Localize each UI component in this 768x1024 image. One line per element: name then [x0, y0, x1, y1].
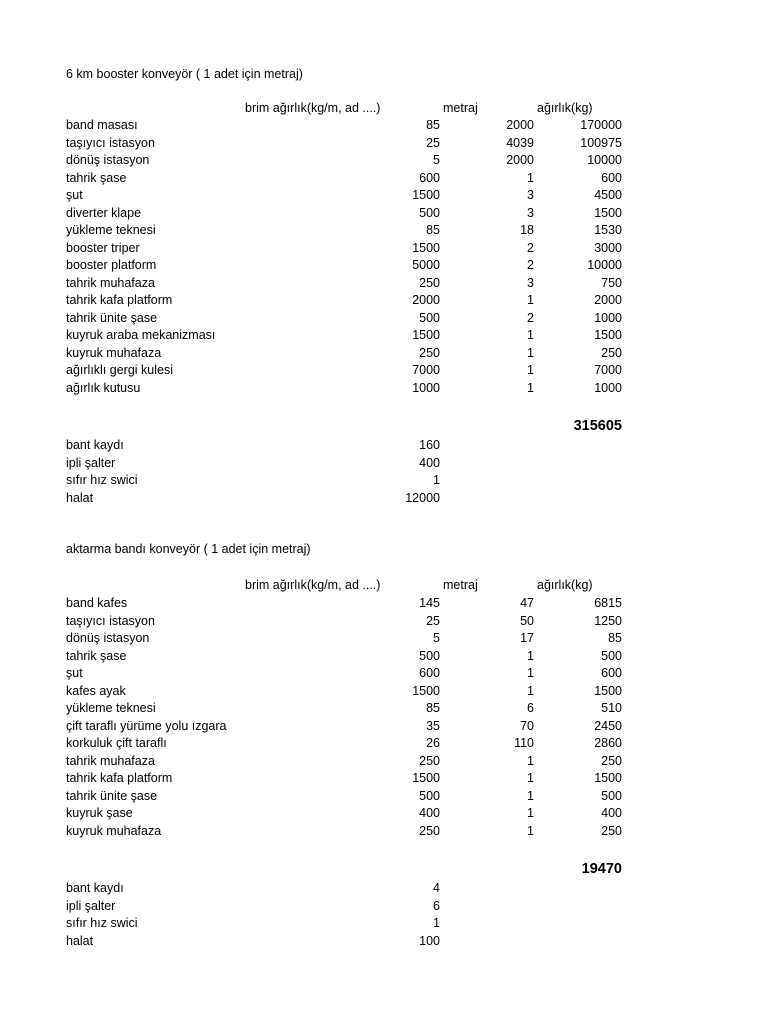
- row-label: şut: [66, 188, 83, 202]
- table-row: [0, 205, 768, 223]
- row-label: çift taraflı yürüme yolu ızgara: [66, 718, 227, 733]
- section-total: 315605: [573, 418, 622, 434]
- row-label: yükleme teknesi: [66, 223, 156, 237]
- table-row: [0, 683, 768, 701]
- table-row: [0, 630, 768, 648]
- row-unit-weight: 600: [419, 170, 440, 185]
- table-row: [0, 187, 768, 205]
- section-total: 19470: [581, 861, 622, 877]
- row-quantity: 3: [527, 205, 534, 220]
- table-row: [0, 380, 768, 398]
- extra-label: bant kaydı: [66, 438, 124, 452]
- row-weight: 250: [601, 823, 622, 838]
- extra-value: 1: [433, 473, 440, 487]
- row-weight: 2000: [594, 293, 622, 307]
- row-unit-weight: 1500: [412, 188, 440, 202]
- row-quantity: 18: [520, 223, 534, 237]
- row-quantity: 1: [527, 823, 534, 838]
- row-weight: 7000: [594, 363, 622, 377]
- row-unit-weight: 5: [433, 153, 440, 167]
- extra-row: [0, 455, 768, 473]
- extra-value: 4: [433, 881, 440, 895]
- extra-row: [0, 880, 768, 898]
- row-weight: 170000: [580, 118, 622, 132]
- extra-value: 6: [433, 898, 440, 913]
- extra-row: [0, 915, 768, 933]
- table-row: [0, 117, 768, 135]
- row-label: yükleme teknesi: [66, 701, 156, 715]
- row-weight: 85: [608, 631, 622, 645]
- row-unit-weight: 35: [426, 718, 440, 733]
- header-unit-weight: brim ağırlık(kg/m, ad ....): [245, 578, 381, 592]
- row-weight: 4500: [594, 188, 622, 202]
- row-unit-weight: 500: [419, 205, 440, 220]
- row-weight: 1530: [594, 223, 622, 237]
- table-row: [0, 240, 768, 258]
- row-quantity: 1: [527, 788, 534, 803]
- row-unit-weight: 2000: [412, 293, 440, 307]
- extra-label: ipli şalter: [66, 898, 116, 913]
- row-quantity: 2: [527, 240, 534, 255]
- table-row: [0, 310, 768, 328]
- row-weight: 1500: [594, 683, 622, 698]
- row-label: kuyruk muhafaza: [66, 823, 162, 838]
- row-unit-weight: 85: [426, 223, 440, 237]
- table-row: [0, 805, 768, 823]
- row-weight: 500: [601, 648, 622, 663]
- row-unit-weight: 1500: [412, 328, 440, 342]
- row-weight: 750: [601, 275, 622, 290]
- table-row: [0, 257, 768, 275]
- row-label: kafes ayak: [66, 683, 126, 698]
- extra-label: sıfır hız swici: [66, 916, 138, 930]
- row-weight: 400: [601, 806, 622, 820]
- row-unit-weight: 5000: [412, 258, 440, 272]
- row-label: band kafes: [66, 596, 128, 610]
- row-unit-weight: 250: [419, 275, 440, 290]
- table-row: [0, 152, 768, 170]
- row-quantity: 1: [527, 380, 534, 395]
- row-quantity: 2: [527, 258, 534, 272]
- row-label: dönüş istasyon: [66, 631, 150, 645]
- row-quantity: 1: [527, 771, 534, 785]
- extra-label: halat: [66, 490, 94, 505]
- table-row: [0, 770, 768, 788]
- row-weight: 6815: [594, 596, 622, 610]
- row-weight: 2860: [594, 736, 622, 750]
- extra-label: ipli şalter: [66, 455, 116, 470]
- row-label: tahrik kafa platform: [66, 771, 173, 785]
- row-label: tahrik şase: [66, 648, 127, 663]
- row-unit-weight: 1500: [412, 240, 440, 255]
- row-weight: 250: [601, 753, 622, 768]
- table-row: [0, 735, 768, 753]
- row-unit-weight: 600: [419, 666, 440, 680]
- extra-label: sıfır hız swici: [66, 473, 138, 487]
- table-row: [0, 327, 768, 345]
- row-quantity: 6: [527, 701, 534, 715]
- row-unit-weight: 250: [419, 753, 440, 768]
- row-label: band masası: [66, 118, 138, 132]
- row-label: kuyruk muhafaza: [66, 345, 162, 360]
- row-unit-weight: 25: [426, 613, 440, 628]
- row-weight: 2450: [594, 718, 622, 733]
- table-row: [0, 595, 768, 613]
- row-unit-weight: 7000: [412, 363, 440, 377]
- row-unit-weight: 26: [426, 736, 440, 750]
- table-row: [0, 648, 768, 666]
- row-label: şut: [66, 666, 83, 680]
- row-weight: 1500: [594, 328, 622, 342]
- table-row: [0, 170, 768, 188]
- row-unit-weight: 400: [419, 806, 440, 820]
- table-row: [0, 222, 768, 240]
- column-headers: [0, 577, 768, 595]
- row-label: taşıyıcı istasyon: [66, 135, 155, 150]
- extra-value: 1: [433, 916, 440, 930]
- row-quantity: 2000: [506, 118, 534, 132]
- section-title: 6 km booster konveyör ( 1 adet için metraj): [66, 67, 303, 81]
- table-row: [0, 823, 768, 841]
- row-label: dönüş istasyon: [66, 153, 150, 167]
- row-unit-weight: 250: [419, 345, 440, 360]
- header-quantity: metraj: [443, 578, 478, 592]
- row-weight: 1000: [594, 310, 622, 325]
- row-weight: 3000: [594, 240, 622, 255]
- row-unit-weight: 85: [426, 118, 440, 132]
- row-quantity: 2000: [506, 153, 534, 167]
- row-label: tahrik muhafaza: [66, 275, 155, 290]
- row-unit-weight: 1500: [412, 683, 440, 698]
- row-quantity: 110: [514, 736, 534, 750]
- row-label: ağırlık kutusu: [66, 380, 141, 395]
- row-quantity: 47: [520, 596, 534, 610]
- row-weight: 1500: [594, 205, 622, 220]
- row-quantity: 1: [527, 753, 534, 768]
- row-quantity: 1: [527, 363, 534, 377]
- row-unit-weight: 500: [419, 310, 440, 325]
- row-quantity: 1: [527, 666, 534, 680]
- table-row: [0, 292, 768, 310]
- row-weight: 10000: [587, 153, 622, 167]
- extra-value: 160: [419, 438, 440, 452]
- row-label: booster platform: [66, 258, 157, 272]
- row-quantity: 3: [527, 275, 534, 290]
- row-label: ağırlıklı gergi kulesi: [66, 363, 173, 377]
- row-unit-weight: 85: [426, 701, 440, 715]
- table-row: [0, 700, 768, 718]
- table-row: [0, 718, 768, 736]
- row-unit-weight: 1000: [412, 380, 440, 395]
- extra-row: [0, 437, 768, 455]
- row-quantity: 1: [527, 806, 534, 820]
- header-weight: ağırlık(kg): [537, 101, 593, 115]
- table-row: [0, 362, 768, 380]
- row-label: diverter klape: [66, 205, 142, 220]
- row-unit-weight: 500: [419, 788, 440, 803]
- row-label: kuyruk şase: [66, 806, 133, 820]
- row-label: booster triper: [66, 240, 140, 255]
- header-unit-weight: brim ağırlık(kg/m, ad ....): [245, 101, 381, 115]
- row-weight: 600: [601, 666, 622, 680]
- row-unit-weight: 25: [426, 135, 440, 150]
- row-weight: 510: [601, 701, 622, 715]
- row-quantity: 70: [520, 718, 534, 733]
- extra-value: 12000: [405, 490, 440, 505]
- row-label: tahrik kafa platform: [66, 293, 173, 307]
- table-row: [0, 613, 768, 631]
- row-label: taşıyıcı istasyon: [66, 613, 155, 628]
- row-label: tahrik muhafaza: [66, 753, 155, 768]
- extra-row: [0, 490, 768, 508]
- row-weight: 100975: [580, 135, 622, 150]
- row-weight: 10000: [587, 258, 622, 272]
- row-quantity: 1: [527, 328, 534, 342]
- row-quantity: 1: [527, 683, 534, 698]
- extra-row: [0, 472, 768, 490]
- extra-row: [0, 898, 768, 916]
- table-row: [0, 753, 768, 771]
- row-unit-weight: 5: [433, 631, 440, 645]
- row-weight: 600: [601, 170, 622, 185]
- extra-value: 100: [419, 933, 440, 948]
- header-quantity: metraj: [443, 101, 478, 115]
- table-row: [0, 275, 768, 293]
- table-row: [0, 345, 768, 363]
- table-row: [0, 135, 768, 153]
- row-quantity: 1: [527, 345, 534, 360]
- row-label: tahrik ünite şase: [66, 310, 158, 325]
- row-label: korkuluk çift taraflı: [66, 736, 167, 750]
- row-weight: 1000: [594, 380, 622, 395]
- extra-label: bant kaydı: [66, 881, 124, 895]
- table-row: [0, 665, 768, 683]
- extra-label: halat: [66, 933, 94, 948]
- row-quantity: 2: [527, 310, 534, 325]
- row-unit-weight: 250: [419, 823, 440, 838]
- row-weight: 250: [601, 345, 622, 360]
- row-quantity: 17: [520, 631, 534, 645]
- row-label: kuyruk araba mekanizması: [66, 328, 216, 342]
- row-quantity: 1: [527, 648, 534, 663]
- column-headers: [0, 100, 768, 118]
- row-weight: 1500: [594, 771, 622, 785]
- row-quantity: 4039: [506, 135, 534, 150]
- table-row: [0, 788, 768, 806]
- row-weight: 500: [601, 788, 622, 803]
- section-title: aktarma bandı konveyör ( 1 adet için metraj): [66, 542, 311, 556]
- extra-value: 400: [419, 455, 440, 470]
- row-weight: 1250: [594, 613, 622, 628]
- row-label: tahrik ünite şase: [66, 788, 158, 803]
- row-unit-weight: 145: [419, 596, 440, 610]
- row-quantity: 1: [527, 293, 534, 307]
- row-unit-weight: 1500: [412, 771, 440, 785]
- row-quantity: 1: [527, 170, 534, 185]
- header-weight: ağırlık(kg): [537, 578, 593, 592]
- row-unit-weight: 500: [419, 648, 440, 663]
- row-label: tahrik şase: [66, 170, 127, 185]
- row-quantity: 3: [527, 188, 534, 202]
- row-quantity: 50: [520, 613, 534, 628]
- extra-row: [0, 933, 768, 951]
